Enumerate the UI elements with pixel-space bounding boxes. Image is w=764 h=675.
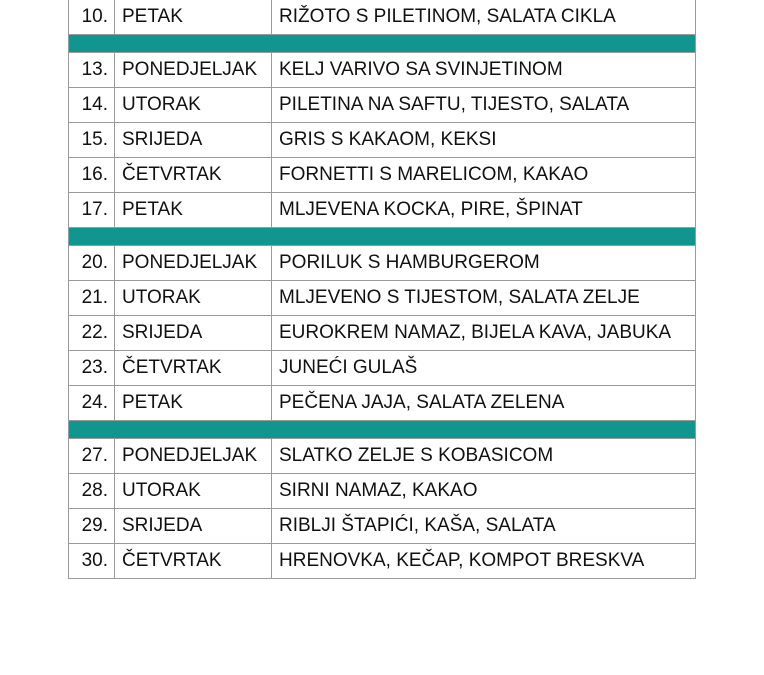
table-row bbox=[69, 53, 696, 88]
day-number-cell: 15. bbox=[69, 123, 115, 158]
day-number-cell: 29. bbox=[69, 509, 115, 544]
day-number-cell: 24. bbox=[69, 386, 115, 421]
table-row bbox=[69, 351, 696, 386]
table-row bbox=[69, 544, 696, 579]
table-row bbox=[69, 386, 696, 421]
meal-cell: PEČENA JAJA, SALATA ZELENA bbox=[272, 386, 696, 421]
day-number-cell: 17. bbox=[69, 193, 115, 228]
meal-cell: FORNETTI S MARELICOM, KAKAO bbox=[272, 158, 696, 193]
meal-cell: JUNEĆI GULAŠ bbox=[272, 351, 696, 386]
day-number-cell: 28. bbox=[69, 474, 115, 509]
day-number-cell: 23. bbox=[69, 351, 115, 386]
weekday-cell: ČETVRTAK bbox=[115, 544, 272, 579]
day-number-cell: 27. bbox=[69, 439, 115, 474]
table-row bbox=[69, 439, 696, 474]
menu-table bbox=[68, 0, 696, 579]
weekday-cell: PETAK bbox=[115, 193, 272, 228]
meal-cell: HRENOVKA, KEČAP, KOMPOT BRESKVA bbox=[272, 544, 696, 579]
meal-cell: RIBLJI ŠTAPIĆI, KAŠA, SALATA bbox=[272, 509, 696, 544]
meal-cell: PILETINA NA SAFTU, TIJESTO, SALATA bbox=[272, 88, 696, 123]
week-separator-bar bbox=[69, 421, 696, 439]
table-row bbox=[69, 123, 696, 158]
table-row bbox=[69, 474, 696, 509]
table-row bbox=[69, 0, 696, 35]
day-number-cell: 10. bbox=[69, 0, 115, 35]
weekday-cell: PONEDJELJAK bbox=[115, 246, 272, 281]
day-number-cell: 16. bbox=[69, 158, 115, 193]
weekday-cell: UTORAK bbox=[115, 88, 272, 123]
meal-cell: KELJ VARIVO SA SVINJETINOM bbox=[272, 53, 696, 88]
day-number-cell: 20. bbox=[69, 246, 115, 281]
week-separator bbox=[69, 35, 696, 53]
week-separator-bar bbox=[69, 228, 696, 246]
meal-cell: PORILUK S HAMBURGEROM bbox=[272, 246, 696, 281]
day-number-cell: 14. bbox=[69, 88, 115, 123]
weekday-cell: SRIJEDA bbox=[115, 123, 272, 158]
day-number-cell: 22. bbox=[69, 316, 115, 351]
meal-cell: GRIS S KAKAOM, KEKSI bbox=[272, 123, 696, 158]
table-row bbox=[69, 509, 696, 544]
table-row bbox=[69, 316, 696, 351]
table-row bbox=[69, 88, 696, 123]
day-number-cell: 21. bbox=[69, 281, 115, 316]
weekday-cell: UTORAK bbox=[115, 474, 272, 509]
weekday-cell: ČETVRTAK bbox=[115, 158, 272, 193]
day-number-cell: 30. bbox=[69, 544, 115, 579]
table-row bbox=[69, 281, 696, 316]
weekday-cell: PONEDJELJAK bbox=[115, 439, 272, 474]
weekday-cell: PETAK bbox=[115, 386, 272, 421]
meal-cell: MLJEVENO S TIJESTOM, SALATA ZELJE bbox=[272, 281, 696, 316]
week-separator bbox=[69, 421, 696, 439]
weekday-cell: UTORAK bbox=[115, 281, 272, 316]
meal-cell: RIŽOTO S PILETINOM, SALATA CIKLA bbox=[272, 0, 696, 35]
meal-cell: SLATKO ZELJE S KOBASICOM bbox=[272, 439, 696, 474]
weekday-cell: PETAK bbox=[115, 0, 272, 35]
weekday-cell: ČETVRTAK bbox=[115, 351, 272, 386]
day-number-cell: 13. bbox=[69, 53, 115, 88]
meal-cell: MLJEVENA KOCKA, PIRE, ŠPINAT bbox=[272, 193, 696, 228]
menu-table-body bbox=[69, 0, 696, 579]
weekday-cell: SRIJEDA bbox=[115, 316, 272, 351]
table-row bbox=[69, 158, 696, 193]
meal-cell: EUROKREM NAMAZ, BIJELA KAVA, JABUKA bbox=[272, 316, 696, 351]
meal-cell: SIRNI NAMAZ, KAKAO bbox=[272, 474, 696, 509]
table-row bbox=[69, 193, 696, 228]
week-separator bbox=[69, 228, 696, 246]
week-separator-bar bbox=[69, 35, 696, 53]
weekday-cell: SRIJEDA bbox=[115, 509, 272, 544]
weekday-cell: PONEDJELJAK bbox=[115, 53, 272, 88]
table-row bbox=[69, 246, 696, 281]
